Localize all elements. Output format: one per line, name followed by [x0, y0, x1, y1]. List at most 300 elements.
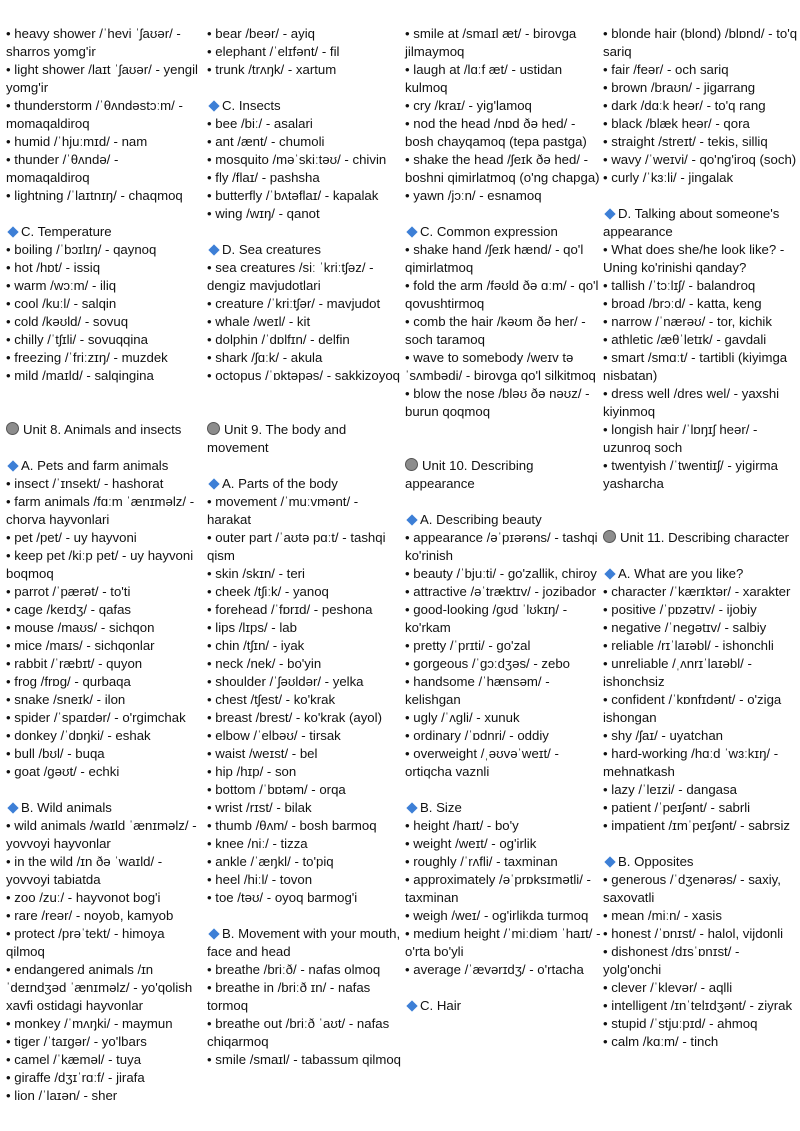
- vocab-item: [6, 1069, 202, 1087]
- line-text: • trunk /trʌŋk/ - xartum: [207, 62, 337, 77]
- vocab-item: [207, 1015, 403, 1051]
- vocab-item: [405, 835, 601, 853]
- line-text: D. Talking about someone's appearance: [603, 206, 780, 239]
- line-text: • tallish /ˈtɔːlɪʃ/ - balandroq: [603, 278, 756, 293]
- line-text: • lion /ˈlaɪən/ - sher: [6, 1088, 118, 1103]
- line-text: • broad /brɔːd/ - katta, keng: [603, 296, 762, 311]
- vocab-item: [405, 529, 601, 565]
- line-text: • zoo /zuː/ - hayvonot bog'i: [6, 890, 161, 905]
- vocab-item: [603, 799, 799, 817]
- line-text: • lips /lɪps/ - lab: [207, 620, 297, 635]
- line-text: B. Wild animals: [21, 800, 112, 815]
- line-text: • shoulder /ˈʃəʊldər/ - yelka: [207, 674, 364, 689]
- vocab-item: [405, 907, 601, 925]
- line-text: A. What are you like?: [618, 566, 744, 581]
- line-text: • giraffe /dʒɪˈrɑːf/ - jirafa: [6, 1070, 145, 1085]
- vocab-item: [6, 331, 202, 349]
- line-text: Unit 8. Animals and insects: [23, 422, 182, 437]
- line-text: • thunder /ˈθʌndə/ - momaqaldiroq: [6, 152, 119, 185]
- spacer: [405, 781, 601, 799]
- vocab-item: [405, 727, 601, 745]
- line-text: • wavy /ˈweɪvi/ - qo'ng'iroq (soch): [603, 152, 797, 167]
- vocab-item: [207, 979, 403, 1015]
- line-text: B. Size: [420, 800, 462, 815]
- line-text: • ant /ænt/ - chumoli: [207, 134, 325, 149]
- diamond-icon: [208, 478, 219, 489]
- vocab-item: [405, 637, 601, 655]
- unit-heading: [207, 421, 403, 457]
- line-text: • in the wild /ɪn ðə ˈwaɪld/ - yovvoyi tabiatda: [6, 854, 163, 887]
- line-text: • breast /brest/ - ko'krak (ayol): [207, 710, 382, 725]
- spacer: [405, 421, 601, 457]
- line-text: • insect /ˈɪnsekt/ - hashorat: [6, 476, 164, 491]
- spacer: [405, 205, 601, 223]
- vocab-item: [6, 889, 202, 907]
- circle-bullet-icon: [405, 458, 418, 471]
- circle-bullet-icon: [6, 422, 19, 435]
- vocab-item: [207, 331, 403, 349]
- vocab-item: [207, 817, 403, 835]
- spacer: [207, 907, 403, 925]
- line-text: • wing /wɪŋ/ - qanot: [207, 206, 320, 221]
- line-text: Unit 10. Describing appearance: [405, 458, 534, 491]
- vocab-item: [603, 421, 799, 457]
- line-text: • tiger /ˈtaɪgər/ - yo'lbars: [6, 1034, 147, 1049]
- vocab-item: [603, 151, 799, 169]
- vocab-item: [6, 925, 202, 961]
- line-text: • rare /reər/ - noyob, kamyob: [6, 908, 174, 923]
- line-text: • mouse /maʊs/ - sichqon: [6, 620, 155, 635]
- line-text: • character /ˈkærɪktər/ - xarakter: [603, 584, 791, 599]
- spacer: [603, 547, 799, 565]
- line-text: • elephant /ˈelɪfənt/ - fil: [207, 44, 340, 59]
- line-text: • hip /hɪp/ - son: [207, 764, 297, 779]
- vocab-item: [6, 709, 202, 727]
- line-text: • bee /biː/ - asalari: [207, 116, 313, 131]
- spacer: [207, 79, 403, 97]
- vocab-item: [6, 151, 202, 187]
- line-text: • smart /smɑːt/ - tartibli (kiyimga nisbatan): [603, 350, 788, 383]
- line-text: • wrist /rɪst/ - bilak: [207, 800, 312, 815]
- vocab-item: [405, 853, 601, 871]
- line-text: • beauty /ˈbjuːti/ - go'zallik, chiroy: [405, 566, 597, 581]
- vocab-item: [6, 907, 202, 925]
- spacer: [6, 439, 202, 457]
- spacer: [6, 385, 202, 421]
- spacer: [603, 835, 799, 853]
- vocab-item: [603, 25, 799, 61]
- vocab-item: [207, 1051, 403, 1069]
- vocab-item: [6, 313, 202, 331]
- vocab-item: [603, 619, 799, 637]
- line-text: • laugh at /lɑːf æt/ - ustidan kulmoq: [405, 62, 563, 95]
- diamond-icon: [604, 856, 615, 867]
- line-text: • lightning /ˈlaɪtnɪŋ/ - chaqmoq: [6, 188, 183, 203]
- line-text: • freezing /ˈfriːzɪŋ/ - muzdek: [6, 350, 168, 365]
- section-heading: [603, 565, 799, 583]
- vocab-item: [405, 349, 601, 385]
- vocab-item: [603, 97, 799, 115]
- vocab-item: [6, 637, 202, 655]
- line-text: • snake /sneɪk/ - ilon: [6, 692, 126, 707]
- line-text: • wild animals /waɪld ˈænɪməlz/ - yovvoyi hayvonlar: [6, 818, 197, 851]
- vocab-item: [207, 673, 403, 691]
- vocab-item: [6, 601, 202, 619]
- vocab-item: [405, 151, 601, 187]
- line-text: • sea creatures /siː ˈkriːtʃəz/ - dengiz mavjudotlari: [207, 260, 374, 293]
- vocab-item: [6, 187, 202, 205]
- line-text: • calm /kɑːm/ - tinch: [603, 1034, 719, 1049]
- line-text: • creature /ˈkriːtʃər/ - mavjudot: [207, 296, 381, 311]
- line-text: • breathe out /briːð ˈaʊt/ - nafas chiqarmoq: [207, 1016, 390, 1049]
- line-text: • medium height /ˈmiːdiəm ˈhaɪt/ - o'rta bo'yli: [405, 926, 601, 959]
- line-text: • athletic /æθˈletɪk/ - gavdali: [603, 332, 767, 347]
- spacer: [207, 457, 403, 475]
- diamond-icon: [406, 514, 417, 525]
- line-text: Unit 9. The body and movement: [207, 422, 347, 455]
- line-text: • unreliable /ˌʌnrɪˈlaɪəbl/ - ishonchsiz: [603, 656, 752, 689]
- line-text: • shy /ʃaɪ/ - uyatchan: [603, 728, 723, 743]
- line-text: • goat /gəʊt/ - echki: [6, 764, 120, 779]
- line-text: C. Insects: [222, 98, 281, 113]
- section-heading: [207, 925, 403, 961]
- line-text: • movement /ˈmuːvmənt/ - harakat: [207, 494, 359, 527]
- vocab-item: [603, 295, 799, 313]
- spacer: [207, 223, 403, 241]
- line-text: • light shower /laɪt ˈʃaʊər/ - yengil yomg'ir: [6, 62, 198, 95]
- vocab-item: [6, 259, 202, 277]
- spacer: [207, 385, 403, 421]
- line-text: • knee /niː/ - tizza: [207, 836, 308, 851]
- line-text: • cool /kuːl/ - salqin: [6, 296, 117, 311]
- line-text: • average /ˈævərɪdʒ/ - o'rtacha: [405, 962, 584, 977]
- section-heading: [207, 241, 403, 259]
- section-heading: [405, 997, 601, 1015]
- line-text: • smile /smaɪl/ - tabassum qilmoq: [207, 1052, 401, 1067]
- vocab-item: [6, 367, 202, 385]
- line-text: • mosquito /məˈskiːtəʊ/ - chivin: [207, 152, 387, 167]
- unit-heading: [603, 529, 799, 547]
- vocab-item: [603, 349, 799, 385]
- line-text: • waist /weɪst/ - bel: [207, 746, 318, 761]
- column-4: [603, 25, 799, 1051]
- line-text: • dark /dɑːk heər/ - to'q rang: [603, 98, 766, 113]
- line-text: • endangered animals /ɪn ˈdeɪndʒəd ˈænɪməlz/ - yo'qolish xavfi ostidagi hayvonlar: [6, 962, 193, 1013]
- line-text: • protect /prəˈtekt/ - himoya qilmoq: [6, 926, 165, 959]
- line-text: • roughly /ˈrʌfli/ - taxminan: [405, 854, 558, 869]
- vocab-item: [207, 835, 403, 853]
- line-text: • impatient /ɪmˈpeɪʃənt/ - sabrsiz: [603, 818, 790, 833]
- line-text: • monkey /ˈmʌŋki/ - maymun: [6, 1016, 173, 1031]
- vocab-item: [6, 727, 202, 745]
- column-1: [6, 25, 202, 1105]
- line-text: • gorgeous /ˈgɔːdʒəs/ - zebo: [405, 656, 571, 671]
- line-text: • black /blæk heər/ - qora: [603, 116, 750, 131]
- line-text: D. Sea creatures: [222, 242, 321, 257]
- line-text: • lazy /ˈleɪzi/ - dangasa: [603, 782, 737, 797]
- vocab-item: [603, 79, 799, 97]
- vocab-item: [603, 277, 799, 295]
- vocab-item: [6, 853, 202, 889]
- line-text: • wave to somebody /weɪv tə ˈsʌmbədi/ - birovga qo'l silkitmoq: [405, 350, 596, 383]
- vocab-item: [6, 817, 202, 853]
- line-text: • longish hair /ˈlɒŋɪʃ heər/ - uzunroq soch: [603, 422, 758, 455]
- line-text: • clever /ˈklevər/ - aqlli: [603, 980, 733, 995]
- line-text: • good-looking /gʊd ˈlʊkɪŋ/ - ko'rkam: [405, 602, 568, 635]
- line-text: • curly /ˈkɜːli/ - jingalak: [603, 170, 734, 185]
- spacer: [6, 781, 202, 799]
- vocab-item: [405, 97, 601, 115]
- line-text: • appearance /əˈpɪərəns/ - tashqi ko'rinish: [405, 530, 598, 563]
- vocab-item: [6, 295, 202, 313]
- line-text: • chin /tʃɪn/ - iyak: [207, 638, 305, 653]
- vocab-item: [207, 367, 403, 385]
- vocab-item: [207, 349, 403, 367]
- line-text: • cage /keɪdʒ/ - qafas: [6, 602, 131, 617]
- column-3: [405, 25, 601, 1015]
- line-text: • mild /maɪld/ - salqingina: [6, 368, 154, 383]
- vocab-item: [405, 925, 601, 961]
- line-text: • breathe in /briːð ɪn/ - nafas tormoq: [207, 980, 371, 1013]
- vocab-item: [207, 637, 403, 655]
- line-text: • weigh /weɪ/ - og'irlikda turmoq: [405, 908, 589, 923]
- vocab-item: [405, 385, 601, 421]
- vocab-item: [207, 889, 403, 907]
- vocab-item: [603, 313, 799, 331]
- diamond-icon: [7, 460, 18, 471]
- line-text: B. Opposites: [618, 854, 694, 869]
- vocab-item: [207, 43, 403, 61]
- line-text: • blow the nose /bləʊ ðə nəʊz/ - burun qoqmoq: [405, 386, 590, 419]
- vocab-item: [207, 295, 403, 313]
- line-text: • stupid /ˈstjuːpɪd/ - ahmoq: [603, 1016, 758, 1031]
- line-text: • pretty /ˈprɪti/ - go'zal: [405, 638, 531, 653]
- vocab-item: [603, 133, 799, 151]
- line-text: • cry /kraɪ/ - yig'lamoq: [405, 98, 532, 113]
- diamond-icon: [208, 928, 219, 939]
- line-text: • fair /feər/ - och sariq: [603, 62, 729, 77]
- vocab-item: [6, 97, 202, 133]
- line-text: • hot /hɒt/ - issiq: [6, 260, 101, 275]
- vocab-item: [603, 943, 799, 979]
- vocab-item: [6, 1051, 202, 1069]
- vocab-item: [6, 241, 202, 259]
- diamond-icon: [208, 244, 219, 255]
- line-text: • forehead /ˈfɒrɪd/ - peshona: [207, 602, 373, 617]
- section-heading: [603, 853, 799, 871]
- spacer: [603, 187, 799, 205]
- vocab-item: [405, 673, 601, 709]
- vocab-item: [603, 115, 799, 133]
- vocab-item: [603, 745, 799, 781]
- line-text: • mice /maɪs/ - sichqonlar: [6, 638, 155, 653]
- line-text: • overweight /ˌəʊvəˈweɪt/ - ortiqcha vaznli: [405, 746, 559, 779]
- vocab-item: [6, 961, 202, 1015]
- vocab-item: [603, 385, 799, 421]
- diamond-icon: [7, 226, 18, 237]
- line-text: • heel /hiːl/ - tovon: [207, 872, 313, 887]
- line-text: • yawn /jɔːn/ - esnamoq: [405, 188, 542, 203]
- line-text: • dolphin /ˈdɒlfɪn/ - delfin: [207, 332, 350, 347]
- line-text: • elbow /ˈelbəʊ/ - tirsak: [207, 728, 341, 743]
- vocab-item: [405, 745, 601, 781]
- line-text: • blonde hair (blond) /blɒnd/ - to'q sariq: [603, 26, 798, 59]
- vocab-item: [603, 997, 799, 1015]
- vocab-item: [207, 169, 403, 187]
- vocab-item: [207, 583, 403, 601]
- vocab-item: [405, 655, 601, 673]
- line-text: • shake the head /ʃeɪk ðə hed/ - boshni qimirlatmoq (o'ng chapga): [405, 152, 600, 185]
- line-text: • comb the hair /kəʊm ðə her/ - soch taramoq: [405, 314, 586, 347]
- line-text: • parrot /ˈpærət/ - to'ti: [6, 584, 131, 599]
- vocab-item: [603, 907, 799, 925]
- vocab-item: [603, 169, 799, 187]
- vocab-item: [405, 115, 601, 151]
- section-heading: [207, 475, 403, 493]
- line-text: • fold the arm /fəʊld ðə ɑːm/ - qo'l qovushtirmoq: [405, 278, 599, 311]
- vocab-item: [6, 529, 202, 547]
- vocab-item: [6, 745, 202, 763]
- vocab-item: [6, 1033, 202, 1051]
- line-text: • humid /ˈhjuːmɪd/ - nam: [6, 134, 148, 149]
- vocab-item: [603, 655, 799, 691]
- vocab-item: [603, 871, 799, 907]
- vocab-item: [207, 619, 403, 637]
- vocab-item: [6, 691, 202, 709]
- line-text: • dress well /dres wel/ - yaxshi kiyinmoq: [603, 386, 780, 419]
- section-heading: [6, 457, 202, 475]
- spacer: [405, 979, 601, 997]
- vocab-item: [207, 799, 403, 817]
- line-text: • brown /braʊn/ - jigarrang: [603, 80, 756, 95]
- diamond-icon: [604, 568, 615, 579]
- line-text: • neck /nek/ - bo'yin: [207, 656, 322, 671]
- vocab-item: [6, 1015, 202, 1033]
- line-text: • bear /beər/ - ayiq: [207, 26, 315, 41]
- line-text: • attractive /əˈtræktɪv/ - jozibador: [405, 584, 597, 599]
- line-text: • mean /miːn/ - xasis: [603, 908, 722, 923]
- diamond-icon: [7, 802, 18, 813]
- vocab-item: [6, 475, 202, 493]
- vocab-item: [6, 61, 202, 97]
- line-text: • pet /pet/ - uy hayvoni: [6, 530, 137, 545]
- section-heading: [405, 799, 601, 817]
- line-text: • bull /bʊl/ - buqa: [6, 746, 105, 761]
- vocab-item: [6, 673, 202, 691]
- vocab-item: [405, 601, 601, 637]
- line-text: • positive /ˈpɒzətɪv/ - ijobiy: [603, 602, 757, 617]
- line-text: • warm /wɔːm/ - iliq: [6, 278, 117, 293]
- vocab-item: [207, 151, 403, 169]
- line-text: • camel /ˈkæməl/ - tuya: [6, 1052, 142, 1067]
- vocab-item: [207, 187, 403, 205]
- vocab-item: [6, 583, 202, 601]
- vocab-item: [603, 727, 799, 745]
- line-text: • skin /skɪn/ - teri: [207, 566, 305, 581]
- line-text: • chilly /ˈtʃɪli/ - sovuqqina: [6, 332, 148, 347]
- line-text: • shake hand /ʃeɪk hænd/ - qo'l qimirlatmoq: [405, 242, 584, 275]
- vocab-item: [603, 925, 799, 943]
- vocab-item: [405, 277, 601, 313]
- line-text: C. Temperature: [21, 224, 112, 239]
- line-text: • butterfly /ˈbʌtəflaɪ/ - kapalak: [207, 188, 379, 203]
- vocab-item: [6, 1087, 202, 1105]
- vocab-item: [6, 277, 202, 295]
- vocab-item: [207, 529, 403, 565]
- vocab-item: [603, 637, 799, 655]
- vocab-item: [6, 25, 202, 61]
- line-text: • honest /ˈɒnɪst/ - halol, vijdonli: [603, 926, 784, 941]
- line-text: • ordinary /ˈɒdnri/ - oddiy: [405, 728, 549, 743]
- vocab-item: [603, 781, 799, 799]
- circle-bullet-icon: [207, 422, 220, 435]
- line-text: • What does she/he look like? - Uning ko'rinishi qanday?: [603, 242, 785, 275]
- line-text: • dishonest /dɪsˈɒnɪst/ - yolg'onchi: [603, 944, 740, 977]
- vocab-item: [405, 313, 601, 349]
- line-text: B. Movement with your mouth, face and head: [207, 926, 401, 959]
- vocab-item: [6, 763, 202, 781]
- line-text: • frog /frɒg/ - qurbaqa: [6, 674, 131, 689]
- section-heading: [6, 223, 202, 241]
- vocab-item: [603, 241, 799, 277]
- diamond-icon: [208, 100, 219, 111]
- line-text: • thunderstorm /ˈθʌndəstɔːm/ - momaqaldiroq: [6, 98, 183, 131]
- line-text: • patient /ˈpeɪʃənt/ - sabrli: [603, 800, 751, 815]
- vocab-item: [207, 709, 403, 727]
- line-text: • thumb /θʌm/ - bosh barmoq: [207, 818, 377, 833]
- line-text: • cheek /tʃiːk/ - yanoq: [207, 584, 329, 599]
- vocab-item: [207, 781, 403, 799]
- spacer: [6, 205, 202, 223]
- vocab-item: [207, 763, 403, 781]
- line-text: • donkey /ˈdɒŋki/ - eshak: [6, 728, 151, 743]
- line-text: A. Describing beauty: [420, 512, 542, 527]
- column-2: [207, 25, 403, 1069]
- vocab-item: [603, 583, 799, 601]
- line-text: • narrow /ˈnærəʊ/ - tor, kichik: [603, 314, 772, 329]
- line-text: • hard-working /hɑːd ˈwɜːkɪŋ/ - mehnatkash: [603, 746, 779, 779]
- vocab-item: [603, 1015, 799, 1033]
- line-text: • nod the head /nɒd ðə hed/ - bosh chayqamoq (tepa pastga): [405, 116, 587, 149]
- vocab-item: [6, 655, 202, 673]
- vocab-item: [207, 601, 403, 619]
- line-text: • shark /ʃɑːk/ - akula: [207, 350, 323, 365]
- spacer: [405, 493, 601, 511]
- line-text: • negative /ˈnegətɪv/ - salbiy: [603, 620, 767, 635]
- line-text: • octopus /ˈɒktəpəs/ - sakkizoyoq: [207, 368, 400, 383]
- line-text: • chest /tʃest/ - ko'krak: [207, 692, 336, 707]
- vocab-item: [603, 457, 799, 493]
- vocab-item: [207, 745, 403, 763]
- diamond-icon: [604, 208, 615, 219]
- vocab-item: [603, 601, 799, 619]
- diamond-icon: [406, 802, 417, 813]
- vocab-item: [6, 133, 202, 151]
- line-text: • cold /kəʊld/ - sovuq: [6, 314, 129, 329]
- line-text: • intelligent /ɪnˈtelɪdʒənt/ - ziyrak: [603, 998, 793, 1013]
- line-text: • generous /ˈdʒenərəs/ - saxiy, saxovatli: [603, 872, 781, 905]
- vocab-item: [603, 1033, 799, 1051]
- section-heading: [6, 799, 202, 817]
- vocab-item: [6, 493, 202, 529]
- diamond-icon: [406, 226, 417, 237]
- vocab-item: [405, 565, 601, 583]
- vocab-item: [207, 565, 403, 583]
- vocab-item: [207, 691, 403, 709]
- line-text: • ankle /ˈæŋkl/ - to'piq: [207, 854, 334, 869]
- vocab-item: [207, 853, 403, 871]
- vocab-item: [207, 133, 403, 151]
